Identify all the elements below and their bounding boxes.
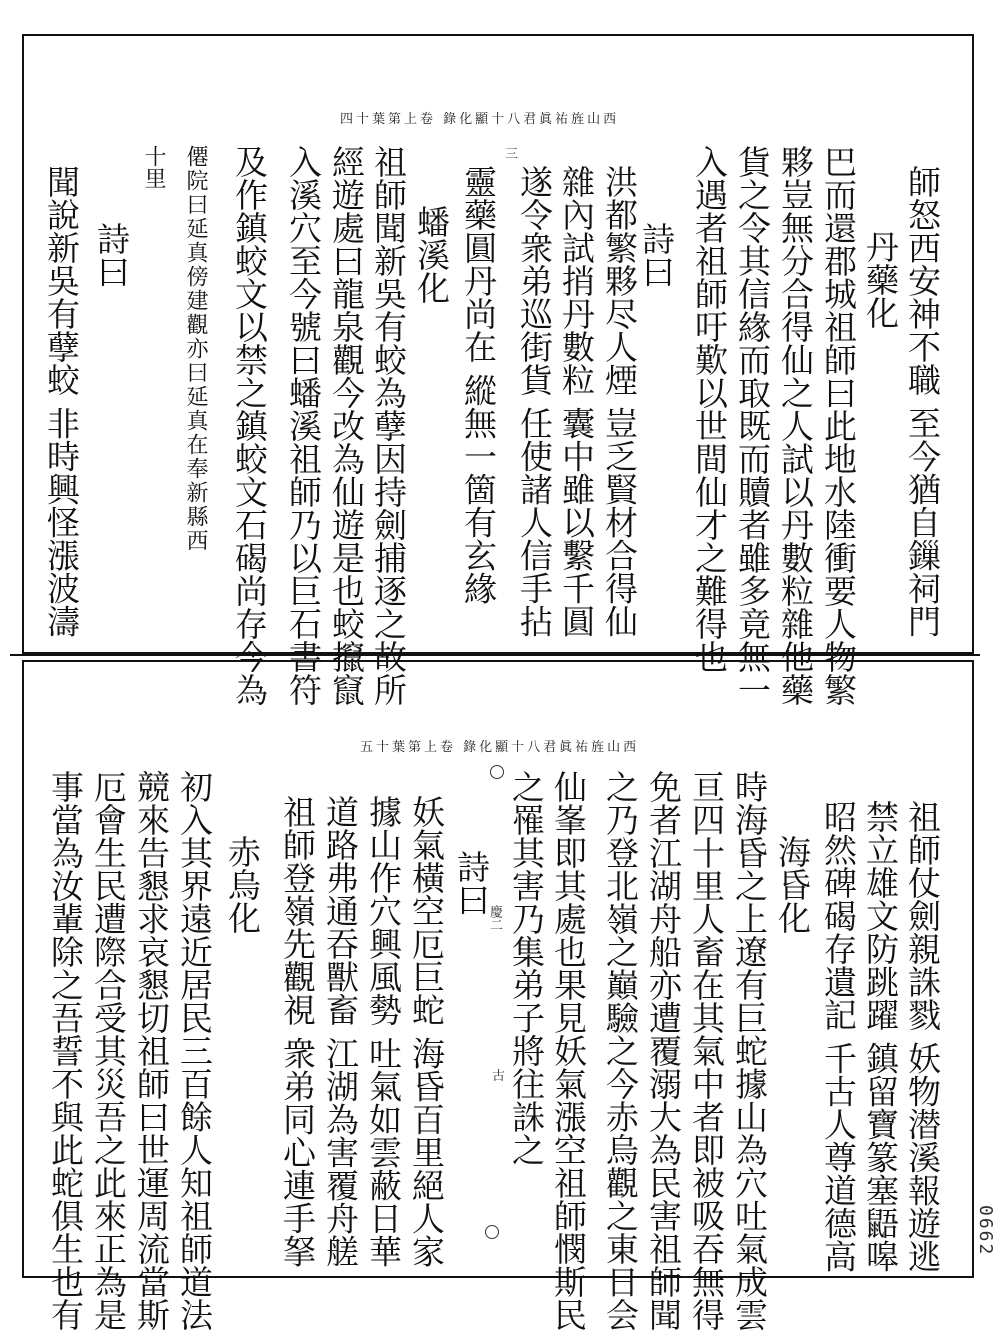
top-col-11: 靈藥圓丹尚在 縱無一箇有玄緣 [459, 165, 498, 605]
top-col-18: 十里 [141, 145, 166, 189]
top-col-10: 遂令衆弟巡街貨 任使諸人信手拈 [515, 165, 554, 638]
bottom-col-18: 競來告懇求哀懇切祖師曰世運周流當斯 [132, 770, 171, 1331]
bottom-col-20: 事當為汝輩除之吾誓不與此蛇俱生也有 [46, 770, 85, 1331]
bottom-col-10: 之罹其害乃集弟子將往誅之 [507, 770, 546, 1166]
top-col-6: 入遇者祖師吁歎以世間仙才之難得也 [690, 145, 729, 673]
top-margin-mark: 三 [505, 147, 519, 162]
bottom-col-8: 之乃登北嶺之巔驗之今赤烏觀之東日会 [601, 770, 640, 1331]
bottom-col-3: 昭然碑碣存遺記 千古人尊道德高 [819, 800, 858, 1273]
page-number: 0662 [975, 1205, 996, 1257]
bottom-col-6: 亘四十里人畜在其氣中者即被吸吞無得 [687, 770, 726, 1331]
bottom-col-5: 時海昏之上遼有巨蛇據山為穴吐氣成雲 [730, 770, 769, 1331]
top-col-9: 雜內試捎丹數粒 囊中雖以繫千圓 [557, 165, 596, 638]
bottom-margin-mark: 慶二 [487, 905, 502, 931]
top-col-19-heading: 詩曰 [92, 222, 131, 288]
bottom-col-1: 祖師仗劍親誅戮 妖物潜溪報遊逃 [903, 800, 942, 1273]
margin-circle-bottom [485, 1225, 499, 1239]
bottom-col-13: 據山作穴興風勢 吐氣如雲蔽日華 [364, 795, 403, 1268]
bottom-col-19: 厄會生民遭際合受其災吾之此來正為是 [89, 770, 128, 1331]
top-col-20: 聞說新吳有孽蛟 非時興怪漲波濤 [42, 165, 81, 638]
bottom-col-16-heading: 赤烏化 [223, 835, 262, 934]
bottom-col-7: 免者江湖舟船亦遭覆溺大為民害祖師聞 [644, 770, 683, 1331]
bottom-col-9: 仙峯即其處也果見妖氣漲空祖師憫斯民 [549, 770, 588, 1331]
bottom-col-14: 道路弗通吞獸畜 江湖為害覆舟艖 [321, 795, 360, 1268]
top-col-1: 師怒西安神不職 至今猶自鏁祠門 [903, 165, 942, 638]
top-col-15: 入溪穴至今號曰蟠溪祖師乃以巨石書符 [284, 145, 323, 706]
margin-circle-top [490, 765, 504, 779]
top-col-16: 及作鎮蛟文以禁之鎮蛟文石碣尚存今為 [230, 145, 269, 706]
top-col-13: 祖師聞新吳有蛟為孽因持劍捕逐之故所 [369, 145, 408, 706]
bottom-col-12: 妖氣橫空厄巨蛇 海昏百里絕人家 [407, 795, 446, 1268]
top-col-2-heading: 丹藥化 [861, 230, 900, 329]
top-col-5: 貨之令其信緣而取既而贖者雖多竟無一 [733, 145, 772, 706]
top-col-3: 巴而還郡城祖師曰此地水陸衝要人物繁 [819, 145, 858, 706]
bottom-margin-mark-2: 古 [492, 1069, 506, 1084]
top-col-4: 夥豈無分合得仙之人試以丹數粒雜他藥 [776, 145, 815, 706]
top-col-12-heading: 蟠溪化 [412, 205, 451, 304]
bottom-col-11-heading: 詩曰 [452, 850, 491, 916]
bottom-running-header: 五十葉第上卷 錄化顯十八君眞祐旌山西 [360, 740, 640, 755]
top-col-8: 洪都繁夥尽人煙 豈乏賢材合得仙 [600, 165, 639, 638]
top-running-header: 四十葉第上卷 錄化顯十八君眞祐旌山西 [340, 112, 620, 127]
top-col-17: 僊院曰延真傍建觀亦曰延真在奉新縣西 [183, 145, 208, 553]
bottom-col-15: 祖師登嶺先觀視 衆弟同心連手拏 [278, 795, 317, 1268]
top-col-14: 經遊處曰龍泉觀今改為仙遊是也蛟攛竄 [327, 145, 366, 706]
top-col-7-heading: 詩曰 [637, 222, 676, 288]
bottom-col-17: 初入其界遠近居民三百餘人知祖師道法 [175, 770, 214, 1331]
bottom-col-4-heading: 海昏化 [773, 835, 812, 934]
bottom-col-2: 禁立雄文防跳躍 鎮留寶篆塞鼯嗥 [861, 800, 900, 1273]
